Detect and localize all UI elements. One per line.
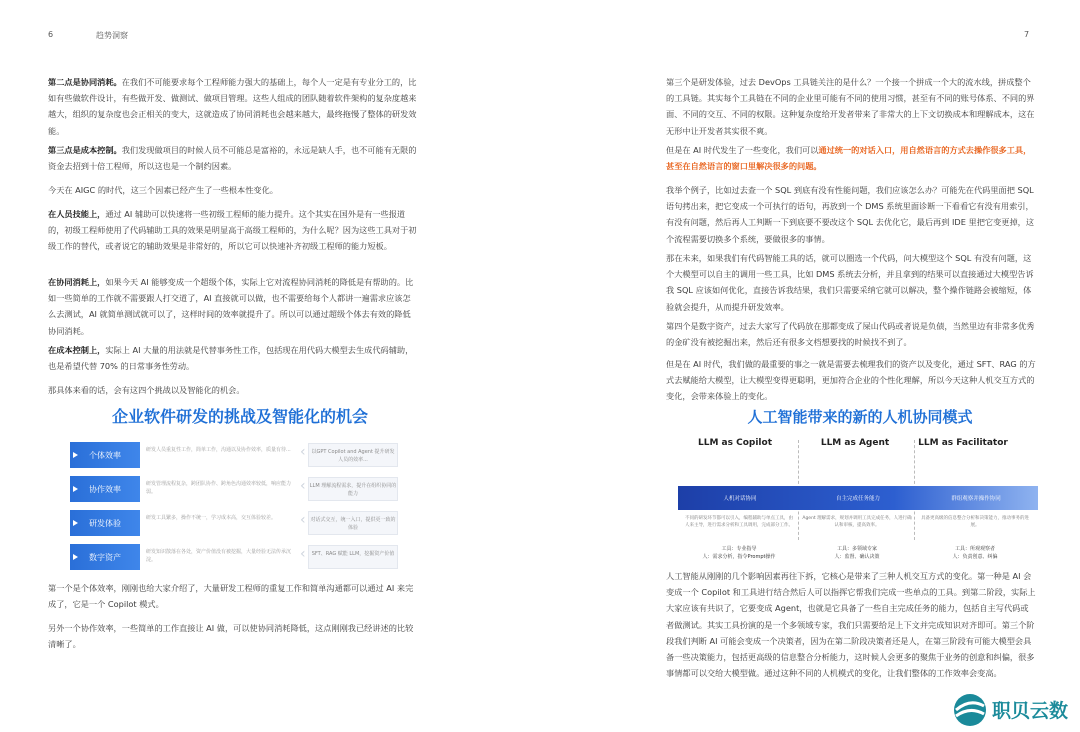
challenge-desc: 研发知识散落在各处，资产价值没有被挖掘，大量经验无法传承沉淀。	[146, 549, 292, 563]
challenge-desc: 研发工具繁多，操作不统一，学习成本高，交互体验较差。	[146, 515, 277, 521]
mode-desc: 不同的研发环节都可以引入，编程辅助与单点工具，由人来主导，进行需求分析和工具调用，完成部分工作。	[685, 516, 793, 528]
paragraph: 另外一个协作效率，一些简单的工作直接让 AI 做，可以使协同消耗降低，这点刚刚我已经讲述的比较清晰了。	[48, 623, 414, 650]
mode-roles: 工具：专业指导 人：需求分析，指令Prompt操作	[702, 546, 776, 560]
challenge-label: 协作效率	[70, 476, 140, 502]
paragraph: 第四个是数字资产，过去大家写了代码放在那都变成了屎山代码或者说是负债，当然里边有非常多优秀的金矿没有被挖掘出来，然后还有很多文档想要找的时候找不到了。	[666, 321, 1035, 348]
challenge-row	[70, 510, 310, 536]
paragraph: 第三个是研发体验，过去 DevOps 工具链关注的是什么？一个接一个拼成一个大的流水线，拼成整个的工具链。其实每个工具链在不同的企业里可能有不同的使用习惯，甚至有不同的账号体系、不同的界面、不同的交互、不同的权限。这种复杂度给开发者带来了非常大的上下文切换成本和理解成本，这在无形中让开发者其实很不爽。	[666, 77, 1035, 136]
paragraph: 在成本控制上，实际上 AI 大量的用法就是代替事务性工作，包括现在用代码大模型去生成代码辅助，也是希望代替 70% 的日常事务性劳动。	[48, 345, 414, 372]
chevron-left-icon: ‹	[300, 478, 306, 494]
challenge-desc: 研发管理流程复杂，跨团队协作、跨角色沟通效率较低，响应能力弱。	[146, 481, 292, 495]
mode-desc: Agent 理解需求，规划并调用工具完成任务，人进行确认和审核，提高效率。	[802, 516, 912, 528]
paragraph: 在协同消耗上，如果今天 AI 能够变成一个超级个体，实际上它对流程协同消耗的降低是有帮助的。比如一些简单的工作就不需要跟人打交道了，AI 直接就可以做，也不需要给每个人都讲一遍需求应该怎么去测试，AI 就简单测试就可以了，这样时间的效率就提升了。所以可以通过超级个体去有效的降低协同消耗。	[48, 277, 414, 336]
page-number: 6	[48, 30, 54, 39]
band-label: 人机对话协同	[723, 496, 757, 502]
opportunity-box: LLM 理解流程需求，提升在组织协同的能力	[308, 477, 398, 501]
paragraph: 但是在 AI 时代发生了一些变化，我们可以通过统一的对话入口，用自然语言的方式去操作很多工具，甚至在自然语言的窗口里解决很多的问题。	[666, 145, 1032, 172]
figure-title: 企业软件研发的挑战及智能化的机会	[111, 407, 368, 426]
mode-roles: 工具：多领域专家 人：监督、确认决策	[834, 546, 880, 560]
paragraph: 人工智能从刚刚的几个影响因素再往下拆，它核心是带来了三种人机交互方式的变化。第一种是 AI 会变成一个 Copilot 和工具进行结合然后人可以指挥它帮我们完成一些单点的工具。到第二阶段，实际上大家应该有共识了，它要变成 Agent，也就是它具备了一些自主完成任务的能力，包括自主写代码或者做测试。其实工具扮演的是一个多领域专家，我们只需要给足上下文并完成知识对齐即可。第三个阶段我们判断 AI 可能会变成一个决策者，因为在第二阶段决策者还是人，在第三阶段有可能大模型会具备一些决策能力，包括更高级的信息整合分析能力，这时候人会更多的聚焦于业务的创意和纠偏，很多事情都可以交给大模型做。通过这种不同的人机模式的变化，让我们整体的工作效率会变高。	[666, 571, 1036, 679]
chevron-left-icon: ‹	[300, 546, 306, 562]
paragraph: 那具体来看的话，会有这四个挑战以及智能化的机会。	[48, 385, 245, 395]
opportunity-box: 以GPT Copilot and Agent 提升研发人员的效率...	[308, 443, 398, 467]
mode-roles: 工具：所观观察者 人：负责创意、纠偏	[952, 546, 998, 560]
band-label: 群组观察并操作协同	[951, 496, 1001, 502]
challenge-label: 数字资产	[70, 544, 140, 570]
challenge-desc: 研发人员重复性工作，简单工作，沟通以及协作效率，质量有待...	[146, 447, 291, 453]
paragraph: 第一个是个体效率，刚刚也给大家介绍了，大量研发工程师的重复工作和简单沟通都可以通过 AI 来完成了，它是一个 Copilot 模式。	[48, 583, 414, 610]
challenge-row	[70, 476, 310, 502]
highlight-text: 通过统一的对话入口，用自然语言的方式去操作很多工具，甚至在自然语言的窗口里解决很多的问题。	[666, 145, 1032, 172]
challenge-row	[70, 442, 310, 468]
brand-mark-icon	[950, 692, 990, 728]
figure-title: 人工智能带来的新的人机协同模式	[747, 408, 973, 426]
opportunity-box: SFT、RAG 赋能 LLM，挖掘资产价值	[308, 545, 398, 569]
paragraph: 在人员技能上，通过 AI 辅助可以快速将一些初级工程师的能力提升。这个其实在国外是有一些报道的，初级工程师使用了代码辅助工具的效果是明显高于高级工程师的，为什么呢？因为这些工具对于初级工作的替代，或者说它的辅助效果是非常好的，所以它可以快速补齐初级工程师的能力短板。	[48, 209, 417, 252]
brand-logo	[950, 690, 1080, 730]
challenge-label: 个体效率	[70, 442, 140, 468]
paragraph: 但是在 AI 时代，我们做的最重要的事之一就是需要去梳理我们的资产以及变化，通过 SFT、RAG 的方式去赋能给大模型，让大模型变得更聪明，更加符合企业的个性化理解，所以今天这种人机交互方式的变化，会带来体验上的变化。	[666, 359, 1036, 402]
paragraph: 我举个例子，比如过去查一个 SQL 到底有没有性能问题，我们应该怎么办？可能先在代码里面把 SQL 语句拷出来，把它变成一个可执行的语句，再放到一个 DMS 系统里面诊断一下看看它有没有用索引，有没有问题，然后再人工判断一下到底要不要改这个 SQL 去优化它，最后再到 IDE 里把它变更掉，这个流程需要切换多个系统，要做很多的事情。	[666, 185, 1035, 244]
mode-label: LLM as Copilot	[697, 438, 772, 448]
opportunity-box: 对话式交互，统一入口，提供更一致的体验	[308, 511, 398, 535]
mode-desc: 具备更高级的信息整合分析和决策能力，推动事务的进展。	[921, 516, 1029, 528]
brand-name: 职贝云数	[992, 700, 1069, 722]
mode-label: LLM as Agent	[820, 438, 890, 448]
paragraph: 今天在 AIGC 的时代，这三个因素已经产生了一些根本性变化。	[48, 185, 278, 195]
chevron-left-icon: ‹	[300, 444, 306, 460]
page-number: 7	[1024, 30, 1030, 39]
chevron-left-icon: ‹	[300, 512, 306, 528]
challenge-row	[70, 544, 310, 570]
paragraph: 第三点是成本控制。我们发现做项目的时候人员不可能总是富裕的，永远是缺人手，也不可能有无限的资金去招到十倍工程师，所以这也是一个制约因素。	[48, 145, 417, 172]
band-label: 自主完成任务能力	[835, 496, 880, 502]
paragraph: 第二点是协同消耗。在我们不可能要求每个工程师能力强大的基础上，每个人一定是有专业分工的，比如有些做软件设计，有些做开发、做测试、做项目管理。这些人组成的团队随着软件架构的复杂度越来越大，组织的复杂度也会正相关的变大，这就造成了协同消耗也会越来越大，最终拖慢了整体的研发效能。	[48, 77, 417, 136]
mode-label: LLM as Facilitator	[918, 438, 1008, 448]
paragraph: 那在未来，如果我们有代码智能工具的话，就可以圈选一个代码，问大模型这个 SQL 有没有问题，这个大模型可以自主的调用一些工具，比如 DMS 系统去分析，并且拿到的结果可以直接通过大模型告诉我 SQL 应该如何优化，直接告诉我结果，我们只需要采纳它就可以解决，整个操作链路会被缩短，体验就会提升，从而提升研发效率。	[666, 253, 1034, 312]
challenge-label: 研发体验	[70, 510, 140, 536]
section-title: 趋势洞察	[96, 31, 128, 40]
